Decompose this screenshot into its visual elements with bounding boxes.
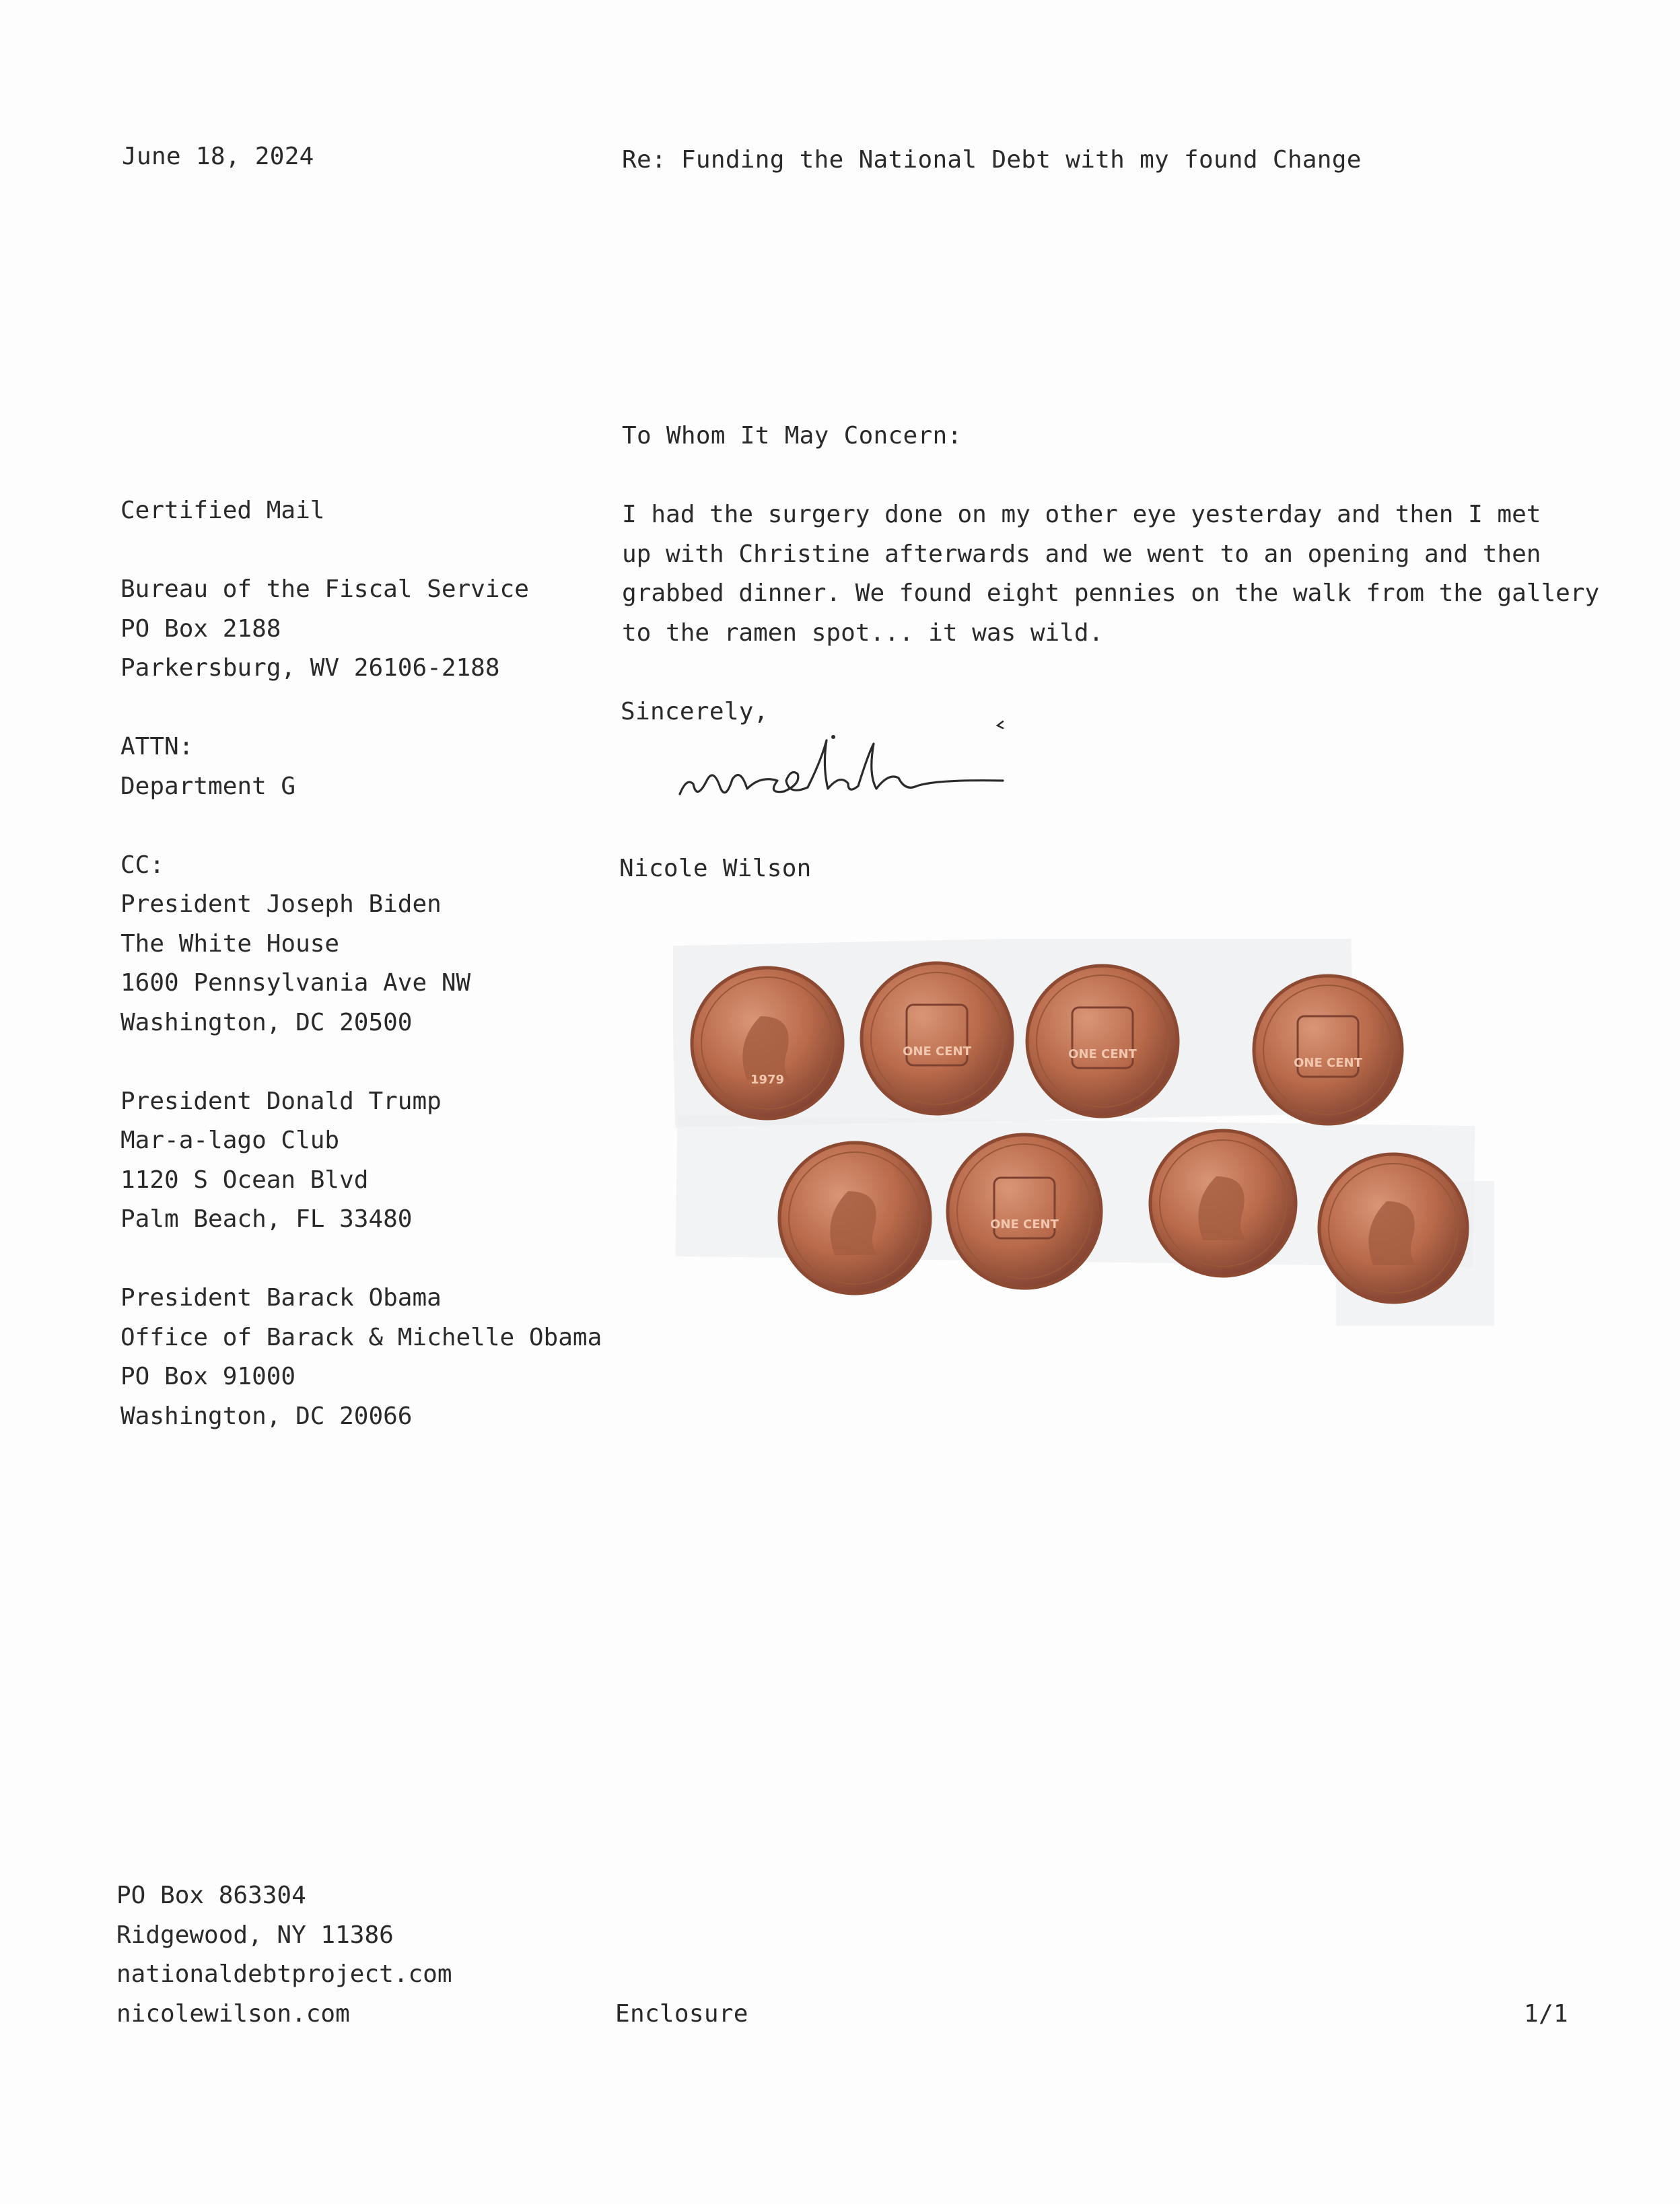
penny-coin [1150,1131,1296,1276]
handwritten-signature [666,713,1016,828]
penny-coin [779,1143,930,1293]
attn-label: ATTN: [120,733,194,760]
letter-body [622,495,1599,653]
footer-line: Ridgewood, NY 11386 [116,1921,394,1949]
cc-line: Mar-a-lago Club [120,1127,340,1154]
cc-label: CC: [120,851,165,879]
penny-inscription: ONE CENT [990,1217,1059,1232]
attn-department: Department G [120,772,296,800]
cc-line: 1600 Pennsylvania Ave NW [120,969,471,997]
subject-line: Re: Funding the National Debt with my found Change [622,146,1362,174]
penny-coin [692,968,843,1118]
recipient-block [120,491,602,1436]
penny-inscription: 1979 [750,1073,785,1087]
penny-inscription: ONE CENT [903,1044,971,1059]
penny-inscription: ONE CENT [1294,1056,1362,1070]
footer-line: nationaldebtproject.com [116,1960,452,1988]
return-address [116,1876,452,2034]
penny-coin [948,1135,1101,1288]
cc-line: Washington, DC 20500 [120,1008,413,1036]
cc-line: 1120 S Ocean Blvd [120,1166,369,1194]
footer-line: nicolewilson.com [116,1999,350,2028]
penny-coin [862,963,1012,1114]
penny-inscription: ONE CENT [1068,1047,1137,1061]
body-line: to the ramen spot... it was wild. [622,618,1104,647]
address-line: PO Box 2188 [120,614,281,643]
footer-line: PO Box 863304 [116,1882,306,1909]
cc-line: President Barack Obama [120,1284,442,1312]
mail-type: Certified Mail [120,497,325,524]
body-line: grabbed dinner. We found eight pennies on the walk from the gallery [622,579,1600,607]
address-line: Parkersburg, WV 26106-2188 [120,654,500,682]
cc-line: Palm Beach, FL 33480 [120,1205,413,1233]
enclosure-label: Enclosure [615,2000,748,2028]
cc-line: Washington, DC 20066 [120,1402,413,1430]
cc-line: PO Box 91000 [120,1363,296,1390]
letter-date: June 18, 2024 [122,143,314,170]
address-line: Bureau of the Fiscal Service [120,575,529,603]
cc-line: The White House [120,929,340,958]
page-number: 1/1 [1524,2000,1568,2028]
salutation: To Whom It May Concern: [622,422,963,450]
cc-line: Office of Barack & Michelle Obama [120,1323,602,1351]
penny-coin [1319,1154,1467,1302]
cc-line: President Joseph Biden [120,890,442,918]
closing: Sincerely, [621,698,769,725]
body-line: I had the surgery done on my other eye yesterday and then I met [622,501,1541,528]
taped-pennies-photo [673,939,1494,1332]
signer-name: Nicole Wilson [619,855,812,882]
body-line: up with Christine afterwards and we went to an opening and then [622,540,1541,568]
cc-line: President Donald Trump [120,1087,442,1115]
penny-coin [1027,966,1178,1116]
penny-coin [1254,976,1402,1124]
